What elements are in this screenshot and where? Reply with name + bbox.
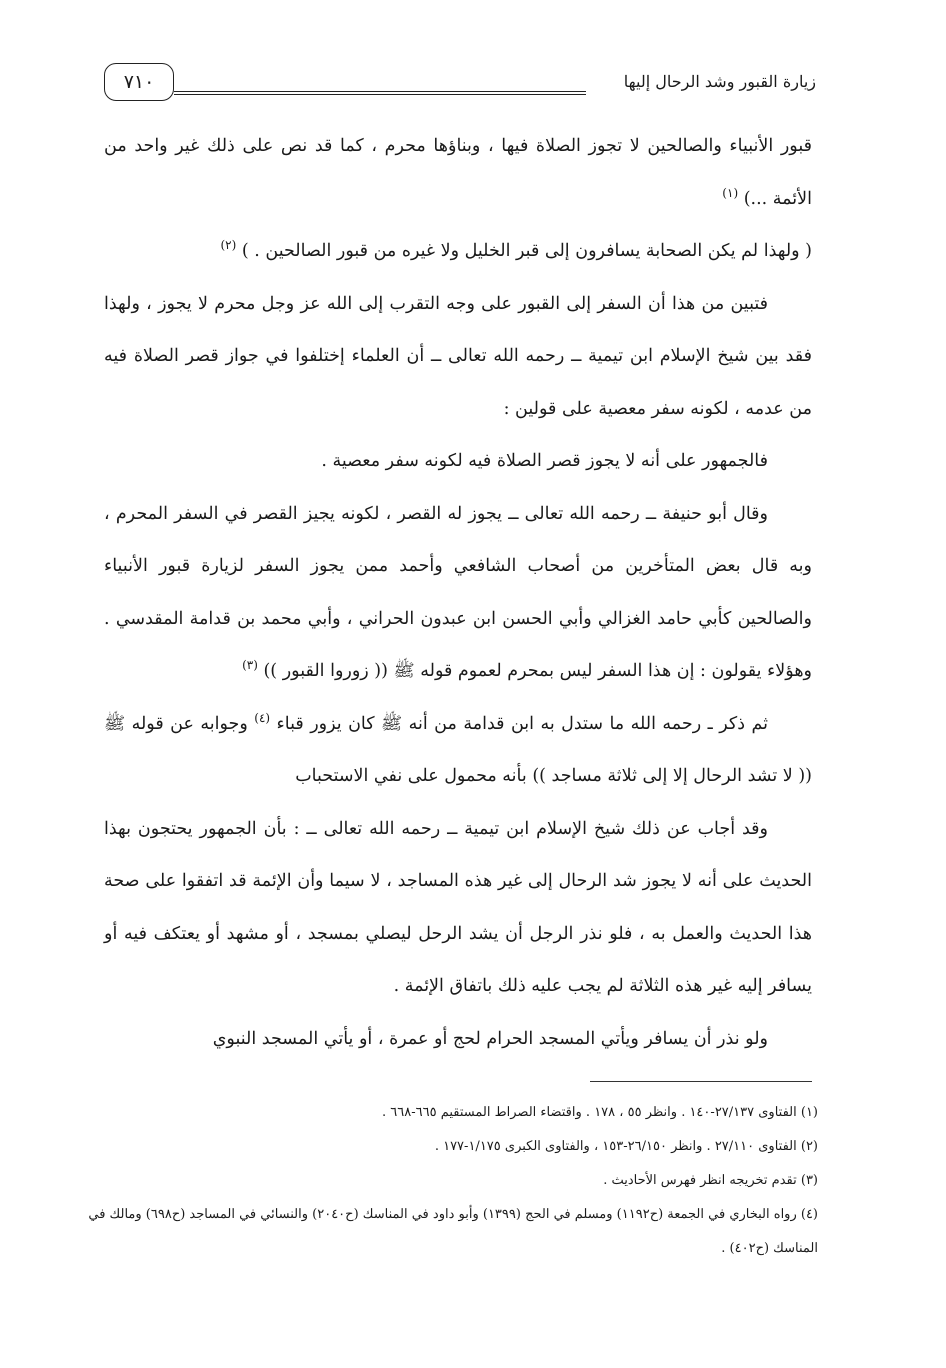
footnote-ref: (١) <box>722 185 739 200</box>
paragraph <box>104 435 812 488</box>
paragraph-text: ثم ذكر ـ رحمه الله ما ستدل به ابن قدامة من أنه ﷺ كان يزور قباء <box>276 713 768 734</box>
page-header <box>100 58 816 106</box>
paragraph-text: ولو نذر أن يسافر ويأتي المسجد الحرام لحج أو عمرة ، أو يأتي المسجد النبوي <box>212 1028 768 1049</box>
page-number: ٧١٠ <box>104 63 174 101</box>
paragraph-text-continued: وجوابه عن قوله ﷺ (( لا تشد الرحال إلا إلى ثلاثة مساجد )) بأنه محمول على نفي الاستحباب <box>104 713 812 786</box>
paragraph-text: ( ولهذا لم يكن الصحابة يسافرون إلى قبر الخليل ولا غيره من قبور الصالحين . ) <box>241 241 812 261</box>
paragraph <box>104 698 812 803</box>
paragraph <box>104 278 812 436</box>
footnotes <box>78 1096 818 1266</box>
footnote-ref: (٢) <box>220 238 237 253</box>
paragraph-text: وقال أبو حنيفة ــ رحمه الله تعالى ــ يجوز له القصر ، لكونه يجيز القصر في السفر المحرم ، وبه قال بعض المتأخرين من أصحاب الشافعي وأحمد ممن يجوز السفر لزيارة قبور الأنبياء والصالحين كأبي حامد الغزالي وأبي الحسن ابن عبدون الحراني ، وأبي محمد بن قدامة المقدسي . وهؤلاء يقولون : إن هذا السفر ليس بمحرم لعموم قوله ﷺ (( زوروا القبور )) <box>104 503 812 681</box>
paragraph <box>104 1013 812 1066</box>
paragraph-text: فالجمهور على أنه لا يجوز قصر الصلاة فيه لكونه سفر معصية . <box>321 451 768 471</box>
footnote-separator <box>590 1081 812 1082</box>
footnote: (١) الفتاوى ٢٧/١٣٧-١٤٠ . وانظر ٥٥ ، ١٧٨ . واقتضاء الصراط المستقيم ٦٦٥-٦٦٨ . <box>382 1105 818 1120</box>
paragraph-text: قبور الأنبياء والصالحين لا تجوز الصلاة فيها ، وبناؤها محرم ، كما قد نص على ذلك غير واحد من الأئمة ...) <box>104 136 812 209</box>
footnote-ref: (٤) <box>254 710 271 725</box>
body-text <box>104 120 812 1065</box>
footnote: (٤) رواه البخاري في الجمعة (ح١١٩٢) ومسلم في الحج (١٣٩٩) وأبو داود في المناسك (ح٢٠٤٠) والنسائي في المساجد (ح٦٩٨) ومالك في المناسك (ح٤٠٢) . <box>88 1207 818 1256</box>
paragraph <box>104 488 812 698</box>
running-title: زيارة القبور وشد الرحال إليها <box>618 72 816 91</box>
footnote-ref: (٣) <box>242 658 258 673</box>
paragraph <box>104 120 812 225</box>
paragraph-text: فتبين من هذا أن السفر إلى القبور على وجه التقرب إلى الله عز وجل محرم لا يجوز ، ولهذا فقد بين شيخ الإسلام ابن تيمية ــ رحمه الله تعالى ــ أن العلماء إختلفوا في جواز قصر الصلاة فيه من عدمه ، لكونه سفر معصية على قولين : <box>104 293 812 419</box>
header-rule <box>174 91 586 95</box>
footnote: (٣) تقدم تخريجه انظر فهرس الأحاديث . <box>603 1173 818 1188</box>
paragraph <box>104 803 812 1013</box>
footnote: (٢) الفتاوى ٢٧/١١٠ . وانظر ٢٦/١٥٠-١٥٣ ، والفتاوى الكبرى ١/١٧٥-١٧٧ . <box>434 1139 818 1154</box>
paragraph <box>104 225 812 278</box>
paragraph-text: وقد أجاب عن ذلك شيخ الإسلام ابن تيمية ــ رحمه الله تعالى ــ : بأن الجمهور يحتجون بهذا الحديث على أنه لا يجوز شد الرحال إلى غير هذه المساجد ، لا سيما وأن الإئمة قد اتفقوا على صحة هذا الحديث والعمل به ، فلو نذر الرجل أن يشد الرحل ليصلي بمسجد ، أو مشهد أو يعتكف فيه أو يسافر إليه غير هذه الثلاثة لم يجب عليه ذلك باتفاق الإئمة . <box>104 818 812 996</box>
